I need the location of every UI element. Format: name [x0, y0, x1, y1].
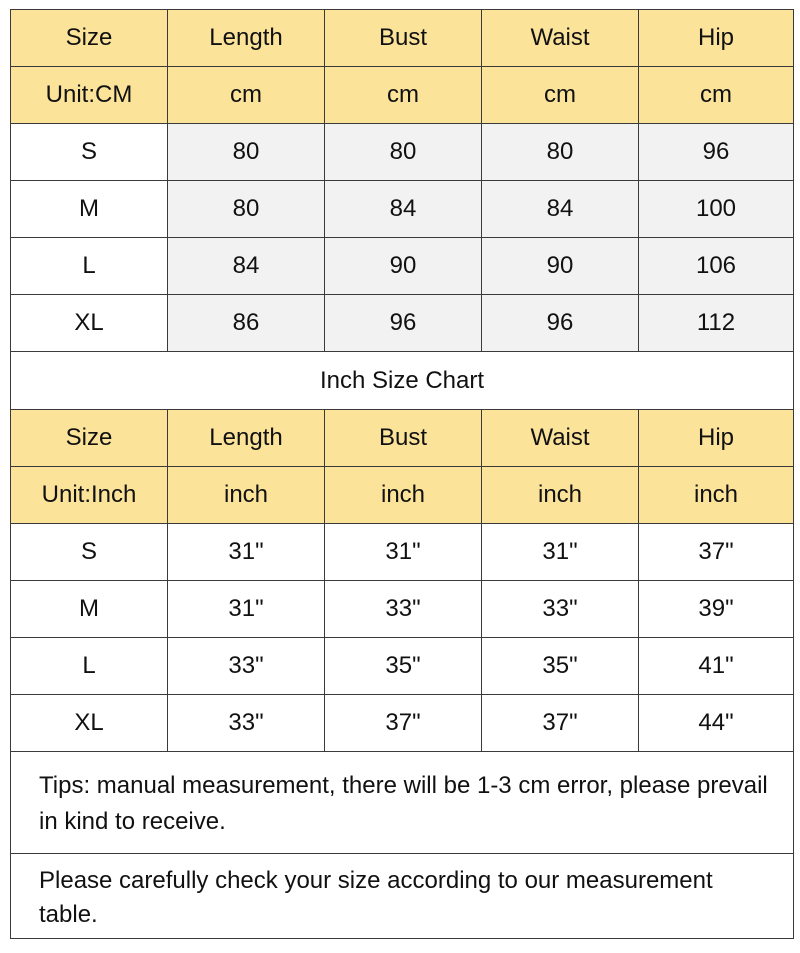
table-row: [11, 581, 793, 638]
unit-cell: inch: [325, 467, 482, 523]
unit-cell: inch: [639, 467, 793, 523]
unit-cell: cm: [482, 67, 639, 123]
unit-cell: inch: [482, 467, 639, 523]
header-cell: Size: [11, 410, 168, 466]
size-cell: L: [11, 638, 168, 694]
table-row: [11, 124, 793, 181]
table-row: [11, 238, 793, 295]
unit-cell: inch: [168, 467, 325, 523]
unit-cell: cm: [639, 67, 793, 123]
inch-chart-title: Inch Size Chart: [11, 352, 793, 410]
header-cell: Length: [168, 410, 325, 466]
value-cell: 35": [482, 638, 639, 694]
value-cell: 33": [482, 581, 639, 637]
table-row: [11, 638, 793, 695]
size-cell: XL: [11, 695, 168, 751]
value-cell: 106: [639, 238, 793, 294]
value-cell: 31": [482, 524, 639, 580]
header-cell: Waist: [482, 410, 639, 466]
value-cell: 37": [482, 695, 639, 751]
value-cell: 33": [168, 638, 325, 694]
unit-cell: Unit:Inch: [11, 467, 168, 523]
size-cell: L: [11, 238, 168, 294]
value-cell: 86: [168, 295, 325, 351]
value-cell: 44": [639, 695, 793, 751]
unit-cell: Unit:CM: [11, 67, 168, 123]
size-cell: M: [11, 581, 168, 637]
unit-cell: cm: [168, 67, 325, 123]
value-cell: 33": [168, 695, 325, 751]
header-cell: Bust: [325, 410, 482, 466]
size-cell: S: [11, 124, 168, 180]
size-cell: S: [11, 524, 168, 580]
value-cell: 37": [325, 695, 482, 751]
table-row: [11, 181, 793, 238]
table-row: [11, 524, 793, 581]
value-cell: 84: [325, 181, 482, 237]
value-cell: 35": [325, 638, 482, 694]
cm-unit-row: [11, 67, 793, 124]
value-cell: 84: [482, 181, 639, 237]
value-cell: 33": [325, 581, 482, 637]
value-cell: 90: [325, 238, 482, 294]
value-cell: 112: [639, 295, 793, 351]
table-row: [11, 695, 793, 752]
size-chart: [10, 9, 794, 939]
unit-cell: cm: [325, 67, 482, 123]
header-cell: Bust: [325, 10, 482, 66]
value-cell: 80: [168, 181, 325, 237]
inch-header-row: [11, 410, 793, 467]
header-cell: Length: [168, 10, 325, 66]
tips-text: Tips: manual measurement, there will be 1-3 cm error, please prevail in kind to receive.: [11, 752, 793, 854]
value-cell: 31": [168, 581, 325, 637]
header-cell: Hip: [639, 10, 793, 66]
value-cell: 96: [639, 124, 793, 180]
value-cell: 100: [639, 181, 793, 237]
value-cell: 39": [639, 581, 793, 637]
value-cell: 80: [325, 124, 482, 180]
cm-header-row: [11, 10, 793, 67]
header-cell: Waist: [482, 10, 639, 66]
inch-unit-row: [11, 467, 793, 524]
value-cell: 80: [482, 124, 639, 180]
value-cell: 90: [482, 238, 639, 294]
header-cell: Hip: [639, 410, 793, 466]
value-cell: 80: [168, 124, 325, 180]
value-cell: 37": [639, 524, 793, 580]
measurement-note: Please carefully check your size according to our measurement table.: [39, 867, 713, 928]
value-cell: 96: [482, 295, 639, 351]
size-cell: XL: [11, 295, 168, 351]
value-cell: 31": [325, 524, 482, 580]
size-cell: M: [11, 181, 168, 237]
table-row: [11, 295, 793, 352]
header-cell: Size: [11, 10, 168, 66]
value-cell: 31": [168, 524, 325, 580]
value-cell: 96: [325, 295, 482, 351]
value-cell: 41": [639, 638, 793, 694]
value-cell: 84: [168, 238, 325, 294]
